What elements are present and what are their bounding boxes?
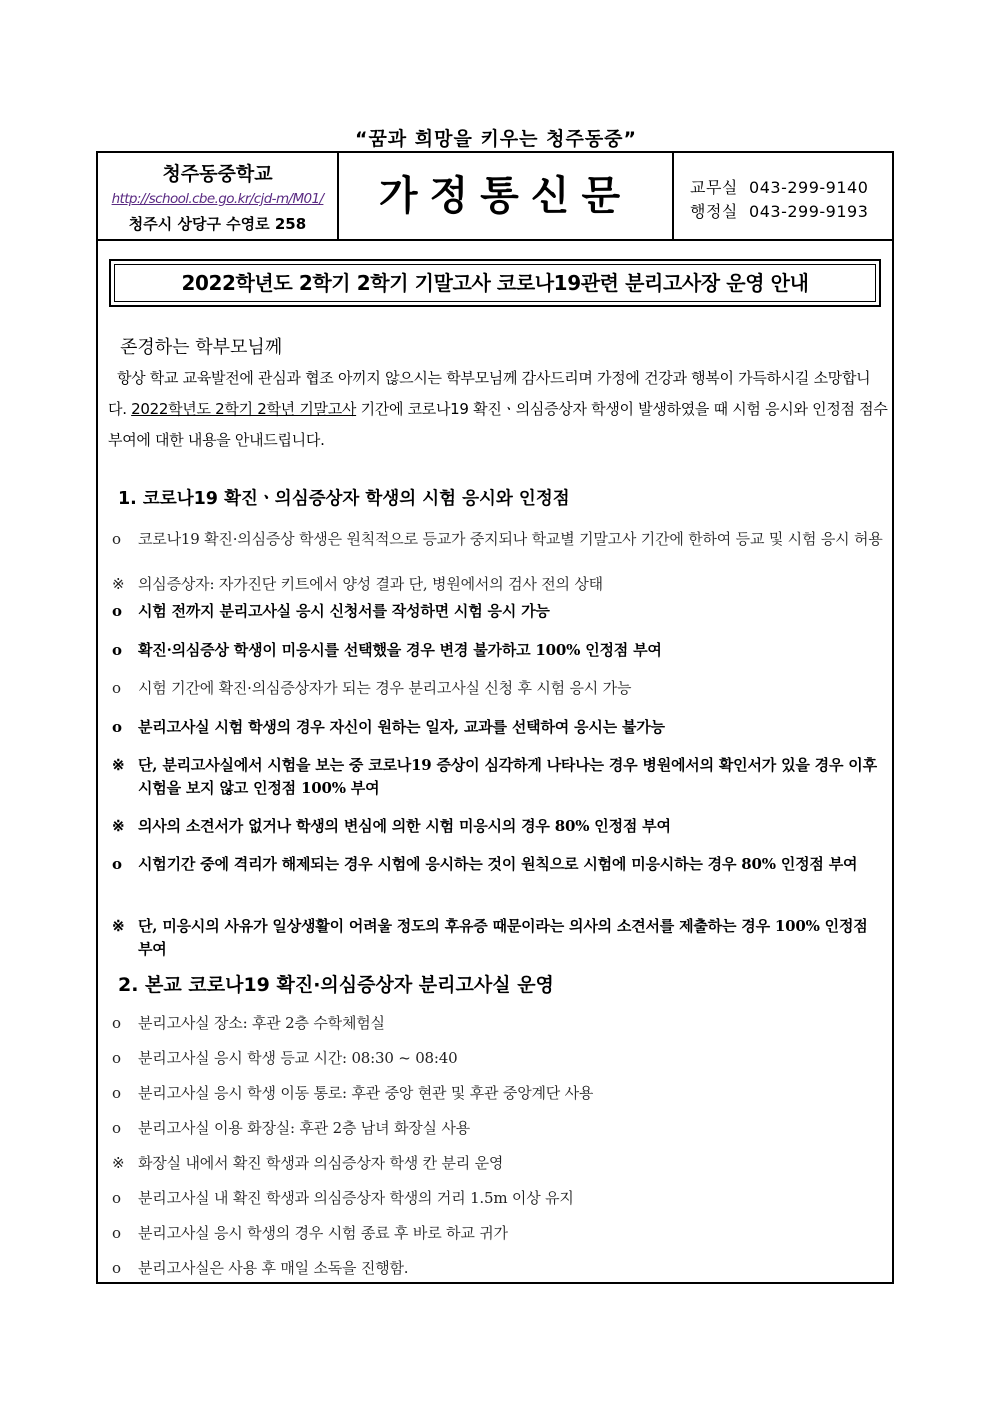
list-item: ο 시험 기간에 확진·의심증상자가 되는 경우 분리고사실 신청 후 시험 응시 가능 [112, 677, 884, 700]
list-item: ο 분리고사실 이용 화장실: 후관 2층 남녀 화장실 사용 [112, 1117, 884, 1140]
newsletter-frame [96, 151, 894, 1284]
list-item: ※ 단, 미응시의 사유가 일상생활이 어려울 정도의 후유증 때문이라는 의사의 소견서를 제출하는 경우 100% 인정점 부여 [112, 917, 868, 958]
bullet-marker: ο [112, 718, 122, 736]
section-1-title: 1. 코로나19 확진ㆍ의심증상자 학생의 시험 응시와 인정점 [118, 489, 570, 509]
phone-admin-office [690, 199, 868, 222]
bullet-marker: ο [112, 1259, 121, 1277]
note-marker: ※ [112, 917, 125, 935]
greeting: 존경하는 학부모님께 [120, 337, 283, 358]
school-info [98, 153, 339, 239]
newsletter-title: 가정통신문 [378, 173, 633, 219]
subject-title: 2022학년도 2학기 2학기 기말고사 코로나19관련 분리고사장 운영 안내 [114, 264, 876, 302]
list-item: ※ 의사의 소견서가 없거나 학생의 변심에 의한 시험 미응시의 경우 80% 인정점 부여 [112, 815, 884, 838]
school-motto: “꿈과 희망을 키우는 청주동중” [354, 128, 638, 150]
section-2-title: 2. 본교 코로나19 확진·의심증상자 분리고사실 운영 [118, 974, 554, 996]
list-item: ο 분리고사실 시험 학생의 경우 자신이 원하는 일자, 교과를 선택하여 응시는 불가능 [112, 716, 884, 739]
list-item: ※ 단, 분리고사실에서 시험을 보는 중 코로나19 증상이 심각하게 나타나는 경우 병원에서의 확인서가 있을 경우 이후 시험을 보지 않고 인정점 100% 부여 [112, 756, 877, 797]
bullet-marker: ο [112, 530, 121, 548]
bullet-marker: ο [112, 602, 122, 620]
list-item: ο 코로나19 확진·의심증상 학생은 원칙적으로 등교가 중지되나 학교별 기말고사 기간에 한하여 등교 및 시험 응시 허용 [112, 528, 884, 551]
bullet-marker: ο [112, 641, 122, 659]
note-marker: ※ [112, 575, 125, 593]
bullet-marker: ο [112, 1189, 121, 1207]
list-item: ※ 화장실 내에서 확진 학생과 의심증상자 학생 칸 분리 운영 [112, 1152, 884, 1175]
bullet-marker: ο [112, 1014, 121, 1032]
list-item: ο 분리고사실 응시 학생 이동 통로: 후관 중앙 현관 및 후관 중앙계단 사용 [112, 1082, 884, 1105]
bullet-marker: ο [112, 1084, 121, 1102]
list-item: ο 시험 전까지 분리고사실 응시 신청서를 작성하면 시험 응시 가능 [112, 600, 884, 623]
note-marker: ※ [112, 817, 125, 835]
school-name: 청주동중학교 [162, 163, 273, 185]
list-item: ο 분리고사실은 사용 후 매일 소독을 진행함. [112, 1257, 884, 1280]
subject-box [109, 259, 881, 307]
phone-academic-office [690, 175, 868, 198]
bullet-marker: ο [112, 1119, 121, 1137]
intro-underlined: 2022학년도 2학기 2학년 기말고사 [131, 400, 357, 418]
list-item: ο 분리고사실 응시 학생의 경우 시험 종료 후 바로 하교 귀가 [112, 1222, 884, 1245]
phone-number: 043-299-9193 [749, 202, 869, 221]
list-item: ο 시험기간 중에 격리가 해제되는 경우 시험에 응시하는 것이 원칙으로 시험에 미응시하는 경우 80% 인정점 부여 [112, 853, 884, 876]
bullet-marker: ο [112, 1224, 121, 1242]
list-item: ο 확진·의심증상 학생이 미응시를 선택했을 경우 변경 불가하고 100% 인정점 부여 [112, 639, 884, 662]
intro-paragraph [108, 363, 888, 456]
phone-number: 043-299-9140 [749, 178, 869, 197]
list-item: ※ 의심증상자: 자가진단 키트에서 양성 결과 단, 병원에서의 검사 전의 상태 [112, 573, 884, 596]
note-marker: ※ [112, 756, 125, 774]
newsletter-header [98, 153, 892, 241]
intro-text-2: 기간에 코로나19 확진ㆍ의심증상자 학생이 발생하였을 때 시험 응시와 인정점 점수 부여에 대한 내용을 안내드립니다. [108, 400, 888, 449]
school-url-link[interactable]: http://school.cbe.go.kr/cjd-m/M01/ [111, 191, 324, 207]
newsletter-title-cell [339, 153, 674, 239]
school-address: 청주시 상당구 수영로 258 [128, 215, 307, 233]
list-item: ο 분리고사실 응시 학생 등교 시간: 08:30 ~ 08:40 [112, 1047, 884, 1070]
bullet-marker: ο [112, 1049, 121, 1067]
note-marker: ※ [112, 1154, 125, 1172]
bullet-marker: ο [112, 855, 122, 873]
list-item: ο 분리고사실 장소: 후관 2층 수학체험실 [112, 1012, 884, 1035]
phone-label: 교무실 [690, 178, 738, 197]
list-item: ο 분리고사실 내 확진 학생과 의심증상자 학생의 거리 1.5m 이상 유지 [112, 1187, 884, 1210]
bullet-marker: ο [112, 679, 121, 697]
phone-label: 행정실 [690, 202, 738, 221]
contact-info [674, 153, 892, 239]
intro-text-1: 항상 학교 교육발전에 관심과 협조 아끼지 않으시는 학부모님께 감사드리며 가정에 건강과 행복이 가득하시길 소망합니다. [108, 369, 871, 418]
